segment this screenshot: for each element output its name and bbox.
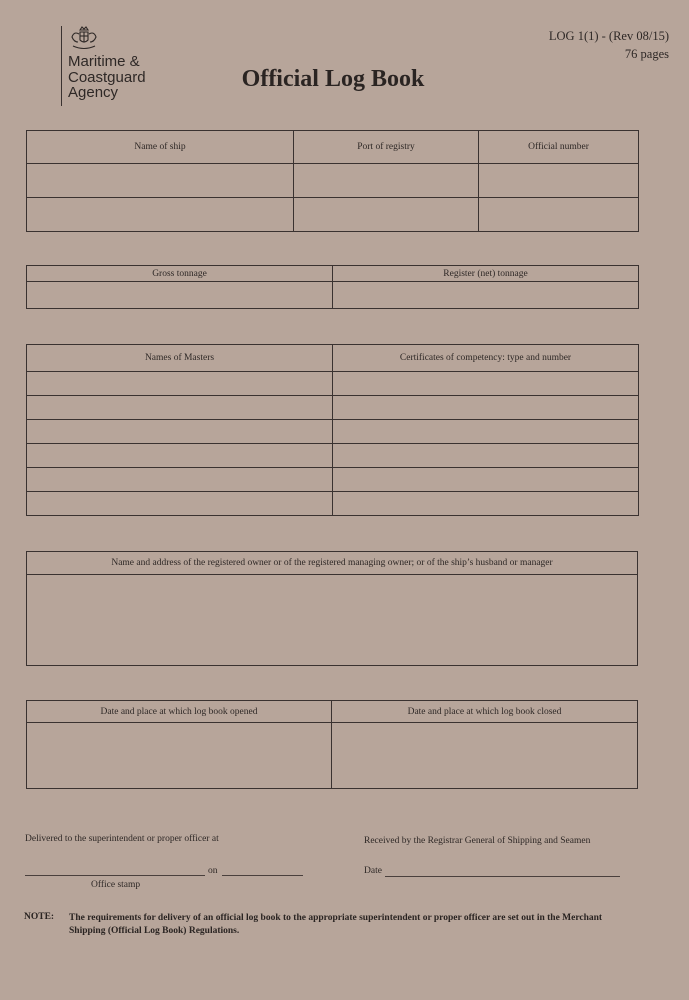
received-label: Received by the Registrar General of Shipping and Seamen	[364, 836, 591, 846]
certificate-field[interactable]	[333, 420, 639, 444]
delivered-label: Delivered to the superintendent or proper officer at	[25, 834, 219, 844]
delivered-place-line[interactable]	[25, 875, 205, 876]
closed-header: Date and place at which log book closed	[332, 701, 638, 723]
agency-name	[68, 54, 146, 101]
name-of-ship-field[interactable]	[27, 198, 294, 232]
master-name-field[interactable]	[27, 420, 333, 444]
ship-details-table	[26, 130, 639, 232]
port-of-registry-field[interactable]	[294, 164, 479, 198]
note-text: The requirements for delivery of an official log book to the appropriate superintendent or proper officer are set out in the Merchant Shipping (Official Log Book) Regulations.	[69, 913, 603, 936]
master-name-field[interactable]	[27, 492, 333, 516]
note-label: NOTE:	[24, 912, 55, 922]
register-tonnage-header: Register (net) tonnage	[333, 266, 639, 282]
gross-tonnage-field[interactable]	[27, 282, 333, 309]
master-name-field[interactable]	[27, 444, 333, 468]
page-count: 76 pages	[624, 47, 669, 61]
logo-divider	[61, 26, 62, 106]
opened-header: Date and place at which log book opened	[27, 701, 332, 723]
master-name-field[interactable]	[27, 372, 333, 396]
agency-line-1: Maritime &	[68, 53, 140, 70]
date-label: Date	[364, 866, 382, 876]
certificate-field[interactable]	[333, 492, 639, 516]
log-dates-table	[26, 700, 638, 789]
royal-crest-icon	[69, 26, 99, 50]
official-number-field[interactable]	[479, 164, 639, 198]
form-ref-code: LOG 1(1) - (Rev 08/15)	[548, 29, 669, 43]
owner-table	[26, 551, 638, 666]
gross-tonnage-header: Gross tonnage	[27, 266, 333, 282]
opened-field[interactable]	[27, 723, 332, 789]
page-title: Official Log Book	[241, 66, 425, 92]
master-name-field[interactable]	[27, 468, 333, 492]
certificate-field[interactable]	[333, 444, 639, 468]
official-number-header: Official number	[479, 131, 639, 164]
certificates-header: Certificates of competency: type and number	[333, 345, 639, 372]
received-date-line[interactable]	[385, 876, 620, 877]
name-of-ship-field[interactable]	[27, 164, 294, 198]
office-stamp-label: Office stamp	[91, 880, 141, 890]
port-of-registry-header: Port of registry	[294, 131, 479, 164]
owner-address-field[interactable]	[27, 575, 638, 666]
owner-header: Name and address of the registered owner or of the registered managing owner; or of the ship’s husband or manager	[27, 552, 638, 575]
form-reference	[549, 27, 669, 63]
certificate-field[interactable]	[333, 468, 639, 492]
register-tonnage-field[interactable]	[333, 282, 639, 309]
names-of-masters-header: Names of Masters	[27, 345, 333, 372]
delivered-date-line[interactable]	[222, 875, 303, 876]
name-of-ship-header: Name of ship	[27, 131, 294, 164]
official-number-field[interactable]	[479, 198, 639, 232]
tonnage-table	[26, 265, 639, 309]
master-name-field[interactable]	[27, 396, 333, 420]
certificate-field[interactable]	[333, 372, 639, 396]
agency-line-2: Coastguard	[68, 68, 146, 86]
certificate-field[interactable]	[333, 396, 639, 420]
port-of-registry-field[interactable]	[294, 198, 479, 232]
masters-table	[26, 344, 639, 516]
closed-field[interactable]	[332, 723, 638, 789]
agency-line-3: Agency	[68, 84, 119, 101]
on-label: on	[208, 866, 218, 876]
